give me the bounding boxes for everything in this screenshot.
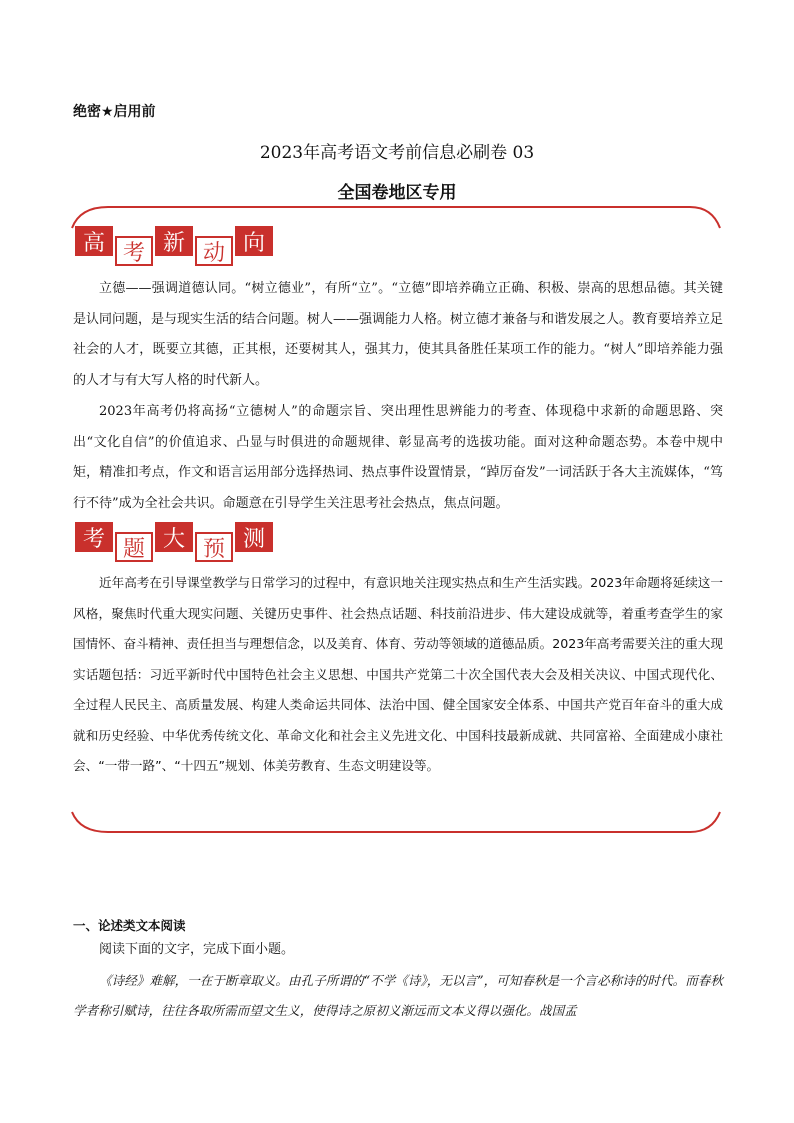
banner-tile: 预 bbox=[195, 532, 233, 562]
banner-tile: 高 bbox=[75, 226, 113, 256]
page-title: 2023年高考语文考前信息必刷卷 03 bbox=[259, 143, 535, 163]
question-section-title: 一、论述类文本阅读 bbox=[73, 918, 186, 933]
section1-paragraph-2: 2023年高考仍将高扬“立德树人”的命题宗旨、突出理性思辨能力的考查、体现稳中求新的命题思路、突出“文化自信”的价值追求、凸显与时俱进的命题规律、彰显高考的选拔功能。面对这种命题态势。本卷中规中矩，精准扣考点，作文和语言运用部分选择热词、热点事件设置情景，“踔厉奋发”一词活跃于各大主流媒体，“笃行不待”成为全社会共识。命题意在引导学生关注思考社会热点，焦点问题。 bbox=[73, 404, 723, 511]
banner-tile: 题 bbox=[115, 532, 153, 562]
page-subtitle: 全国卷地区专用 bbox=[337, 183, 457, 203]
question-instruction: 阅读下面的文字，完成下面小题。 bbox=[99, 942, 295, 957]
banner-exam-forecast bbox=[75, 527, 273, 562]
banner-tile: 新 bbox=[155, 226, 193, 256]
banner-tile: 测 bbox=[235, 522, 273, 552]
confidential-label: 绝密★启用前 bbox=[73, 104, 156, 120]
banner-gaokao-trends bbox=[75, 231, 273, 266]
banner-tile: 向 bbox=[235, 226, 273, 256]
section1-paragraph-1: 立德——强调道德认同。“树立德业”，有所“立”。“立德”即培养确立正确、积极、崇高的思想品德。其关键是认同问题，是与现实生活的结合问题。树人——强调能力人格。树立德才兼备与和谐发展之人。教育要培养立足社会的人才，既要立其德，正其根，还要树其人，强其力，使其具备胜任某项工作的能力。“树人”即培养能力强的人才与有大写人格的时代新人。 bbox=[73, 281, 724, 388]
banner-tile: 动 bbox=[195, 236, 233, 266]
section2-paragraph: 近年高考在引导课堂教学与日常学习的过程中，有意识地关注现实热点和生产生活实践。2023年命题将延续这一风格，聚焦时代重大现实问题、关键历史事件、社会热点话题、科技前沿进步、伟大建设成就等，着重考查学生的家国情怀、奋斗精神、责任担当与理想信念，以及美育、体育、劳动等领域的道德品质。2023年高考需要关注的重大现实话题包括：习近平新时代中国特色社会主义思想、中国共产党第二十次全国代表大会及相关决议、中国式现代化、全过程人民民主、高质量发展、构建人类命运共同体、法治中国、健全国家安全体系、中国共产党百年奋斗的重大成就和历史经验、中华优秀传统文化、革命文化和社会主义先进文化、中国科技最新成就、共同富裕、全面建成小康社会、“一带一路”、“十四五”规划、体美劳教育、生态文明建设等。 bbox=[73, 575, 723, 773]
reading-passage: 《诗经》难解，一在于断章取义。由孔子所谓的“不学《诗》，无以言”，可知春秋是一个言必称诗的时代。而春秋学者称引赋诗，往往各取所需而望文生义，使得诗之原初义渐远而文本义得以强化。战国孟 bbox=[73, 973, 723, 1018]
banner-tile: 考 bbox=[115, 236, 153, 266]
banner-tile: 考 bbox=[75, 522, 113, 552]
banner-tile: 大 bbox=[155, 522, 193, 552]
